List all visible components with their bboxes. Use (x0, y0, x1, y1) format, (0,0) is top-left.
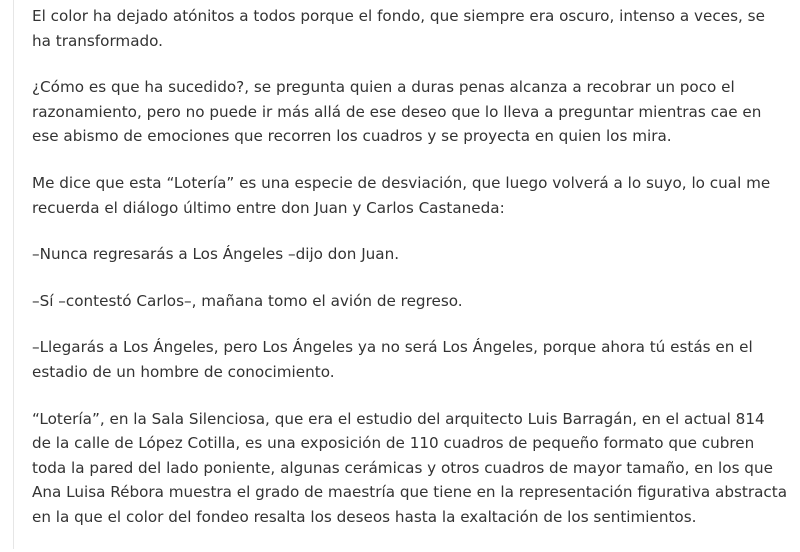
dialogue-line-2: –Sí –contestó Carlos–, mañana tomo el avión de regreso. (32, 291, 463, 310)
paragraph-3: Me dice que esta “Lotería” es una especie de desviación, que luego volverá a lo suyo, lo cual me recuerda el diálogo último entre don Juan y Carlos Castaneda: (32, 173, 771, 217)
article-body (32, 4, 788, 552)
paragraph-7: “Lotería”, en la Sala Silenciosa, que era el estudio del arquitecto Luis Barragán, en el actual 814 de la calle de López Cotilla, es una exposición de 110 cuadros de pequeño formato que cubren toda la pared del lado poniente, algunas cerámicas y otros cuadros de mayor tamaño, en los que Ana Luisa Rébora muestra el grado de maestría que tiene en la representación figurativa abstracta en la que el color del fondeo resalta los deseos hasta la exaltación de los sentimientos. (32, 409, 788, 526)
article-container (13, 0, 800, 549)
dialogue-line-3: –Llegarás a Los Ángeles, pero Los Ángeles ya no será Los Ángeles, porque ahora tú estás en el estadio de un hombre de conocimiento. (32, 338, 753, 381)
paragraph-2: ¿Cómo es que ha sucedido?, se pregunta quien a duras penas alcanza a recobrar un poco el razonamiento, pero no puede ir más allá de ese deseo que lo lleva a preguntar mientras cae en ese abismo de emociones que recorren los cuadros y se proyecta en quien los mira. (32, 78, 762, 146)
dialogue-line-1: –Nunca regresarás a Los Ángeles –dijo don Juan. (32, 245, 400, 264)
paragraph-1: El color ha dejado atónitos a todos porque el fondo, que siempre era oscuro, intenso a veces, se ha transformado. (32, 7, 765, 50)
